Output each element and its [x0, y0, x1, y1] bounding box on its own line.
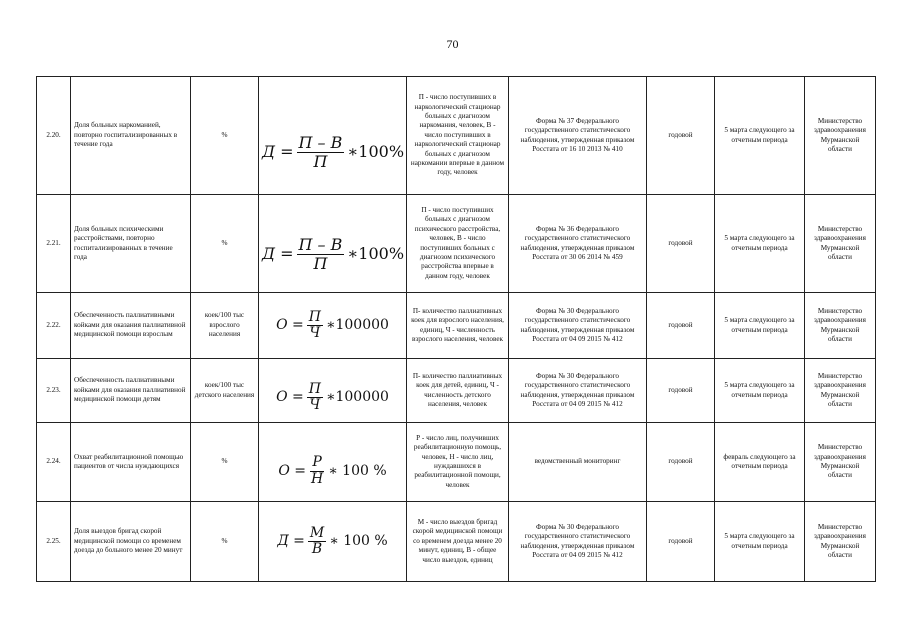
unit: %: [191, 77, 259, 195]
unit: коек/100 тыс взрослого населения: [191, 293, 259, 359]
data-source: Форма № 36 Федерального государственного статистического наблюдения, утвержденная приказом Росстата от 30 06 2014 № 459: [509, 195, 647, 293]
indicators-table: [36, 76, 876, 582]
formula: Д = $\frac{П - В}{П}$ ∗100%: [262, 235, 405, 273]
responsible: Министерство здравоохранения Мурманской области: [805, 195, 876, 293]
table-row: [37, 359, 876, 423]
formula-cell: [259, 359, 407, 423]
frequency: годовой: [647, 293, 715, 359]
explanation: Р - число лиц, получивших реабилитационную помощь, человек, Н - число лиц, нуждавшихся в реабилитационной помощи, человек: [407, 423, 509, 502]
page-number: 70: [446, 37, 459, 51]
row-number: 2.24.: [37, 423, 71, 502]
table-row: [37, 502, 876, 582]
data-source: Форма № 30 Федерального государственного статистического наблюдения, утвержденная приказом Росстата от 04 09 2015 № 412: [509, 359, 647, 423]
unit: %: [191, 423, 259, 502]
formula: О = $\frac{Р}{Н}$ ∗ 100 %: [278, 454, 387, 487]
deadline: 5 марта следующего за отчетным периода: [715, 293, 805, 359]
deadline: 5 марта следующего за отчетным периода: [715, 359, 805, 423]
formula-cell: [259, 502, 407, 582]
deadline: 5 марта следующего за отчетным периода: [715, 502, 805, 582]
indicator-name: Доля больных наркоманией, повторно госпитализированных в течение года: [71, 77, 191, 195]
frequency: годовой: [647, 77, 715, 195]
responsible: Министерство здравоохранения Мурманской области: [805, 293, 876, 359]
responsible: Министерство здравоохранения Мурманской области: [805, 423, 876, 502]
row-number: 2.22.: [37, 293, 71, 359]
explanation: П- количество паллиативных коек для детей, единиц, Ч - численность детского населения, человек: [407, 359, 509, 423]
formula: Д = $\frac{М}{В}$ ∗ 100 %: [277, 524, 388, 557]
indicator-name: Охват реабилитационной помощью пациентов от числа нуждающихся: [71, 423, 191, 502]
explanation: П - число поступивших в наркологический стационар больных с диагнозом наркомания, человек, В - число поступивших в наркологический стационар больных с диагнозом наркомании впервые в данном году, человек: [407, 77, 509, 195]
row-number: 2.21.: [37, 195, 71, 293]
deadline: 5 марта следующего за отчетным периода: [715, 195, 805, 293]
indicator-name: Обеспеченность паллиативными койками для оказания паллиативной медицинской помощи детям: [71, 359, 191, 423]
frequency: годовой: [647, 423, 715, 502]
row-number: 2.20.: [37, 77, 71, 195]
data-source: Форма № 37 Федерального государственного статистического наблюдения, утвержденная приказом Росстата от 16 10 2013 № 410: [509, 77, 647, 195]
data-source: ведомственный мониторинг: [509, 423, 647, 502]
deadline: февраль следующего за отчетным периода: [715, 423, 805, 502]
indicator-name: Доля больных психическими расстройствами, повторно госпитализированных в течение года: [71, 195, 191, 293]
unit: %: [191, 502, 259, 582]
explanation: П- количество паллиативных коек для взрослого населения, единиц, Ч - численность взрослого населения, человек: [407, 293, 509, 359]
formula-cell: [259, 195, 407, 293]
table-row: [37, 77, 876, 195]
deadline: 5 марта следующего за отчетным периода: [715, 77, 805, 195]
table-row: [37, 293, 876, 359]
responsible: Министерство здравоохранения Мурманской области: [805, 502, 876, 582]
indicator-name: Обеспеченность паллиативными койками для оказания паллиативной медицинской помощи взрослым: [71, 293, 191, 359]
table-row: [37, 423, 876, 502]
formula: О = $\frac{П}{Ч}$ ∗100000: [276, 380, 389, 413]
formula-cell: [259, 423, 407, 502]
indicator-name: Доля выездов бригад скорой медицинской помощи со временем доезда до больного менее 20 минут: [71, 502, 191, 582]
data-source: Форма № 30 Федерального государственного статистического наблюдения, утвержденная приказом Росстата от 04 09 2015 № 412: [509, 502, 647, 582]
responsible: Министерство здравоохранения Мурманской области: [805, 359, 876, 423]
frequency: годовой: [647, 195, 715, 293]
explanation: М - число выездов бригад скорой медицинской помощи со временем доезда менее 20 минут, единиц, В - общее число выездов, единиц: [407, 502, 509, 582]
formula-cell: [259, 293, 407, 359]
formula: Д = $\frac{П - В}{П}$ ∗100%: [262, 133, 405, 171]
frequency: годовой: [647, 502, 715, 582]
unit: коек/100 тыс детского населения: [191, 359, 259, 423]
row-number: 2.23.: [37, 359, 71, 423]
formula-cell: [259, 77, 407, 195]
frequency: годовой: [647, 359, 715, 423]
row-number: 2.25.: [37, 502, 71, 582]
formula: О = $\frac{П}{Ч}$ ∗100000: [276, 308, 389, 341]
table-row: [37, 195, 876, 293]
responsible: Министерство здравоохранения Мурманской области: [805, 77, 876, 195]
explanation: П - число поступивших больных с диагнозом психического расстройства, человек, В - число поступивших больных с диагнозом психического расстройства впервые в данном году, человек: [407, 195, 509, 293]
data-source: Форма № 30 Федерального государственного статистического наблюдения, утвержденная приказом Росстата от 04 09 2015 № 412: [509, 293, 647, 359]
unit: %: [191, 195, 259, 293]
